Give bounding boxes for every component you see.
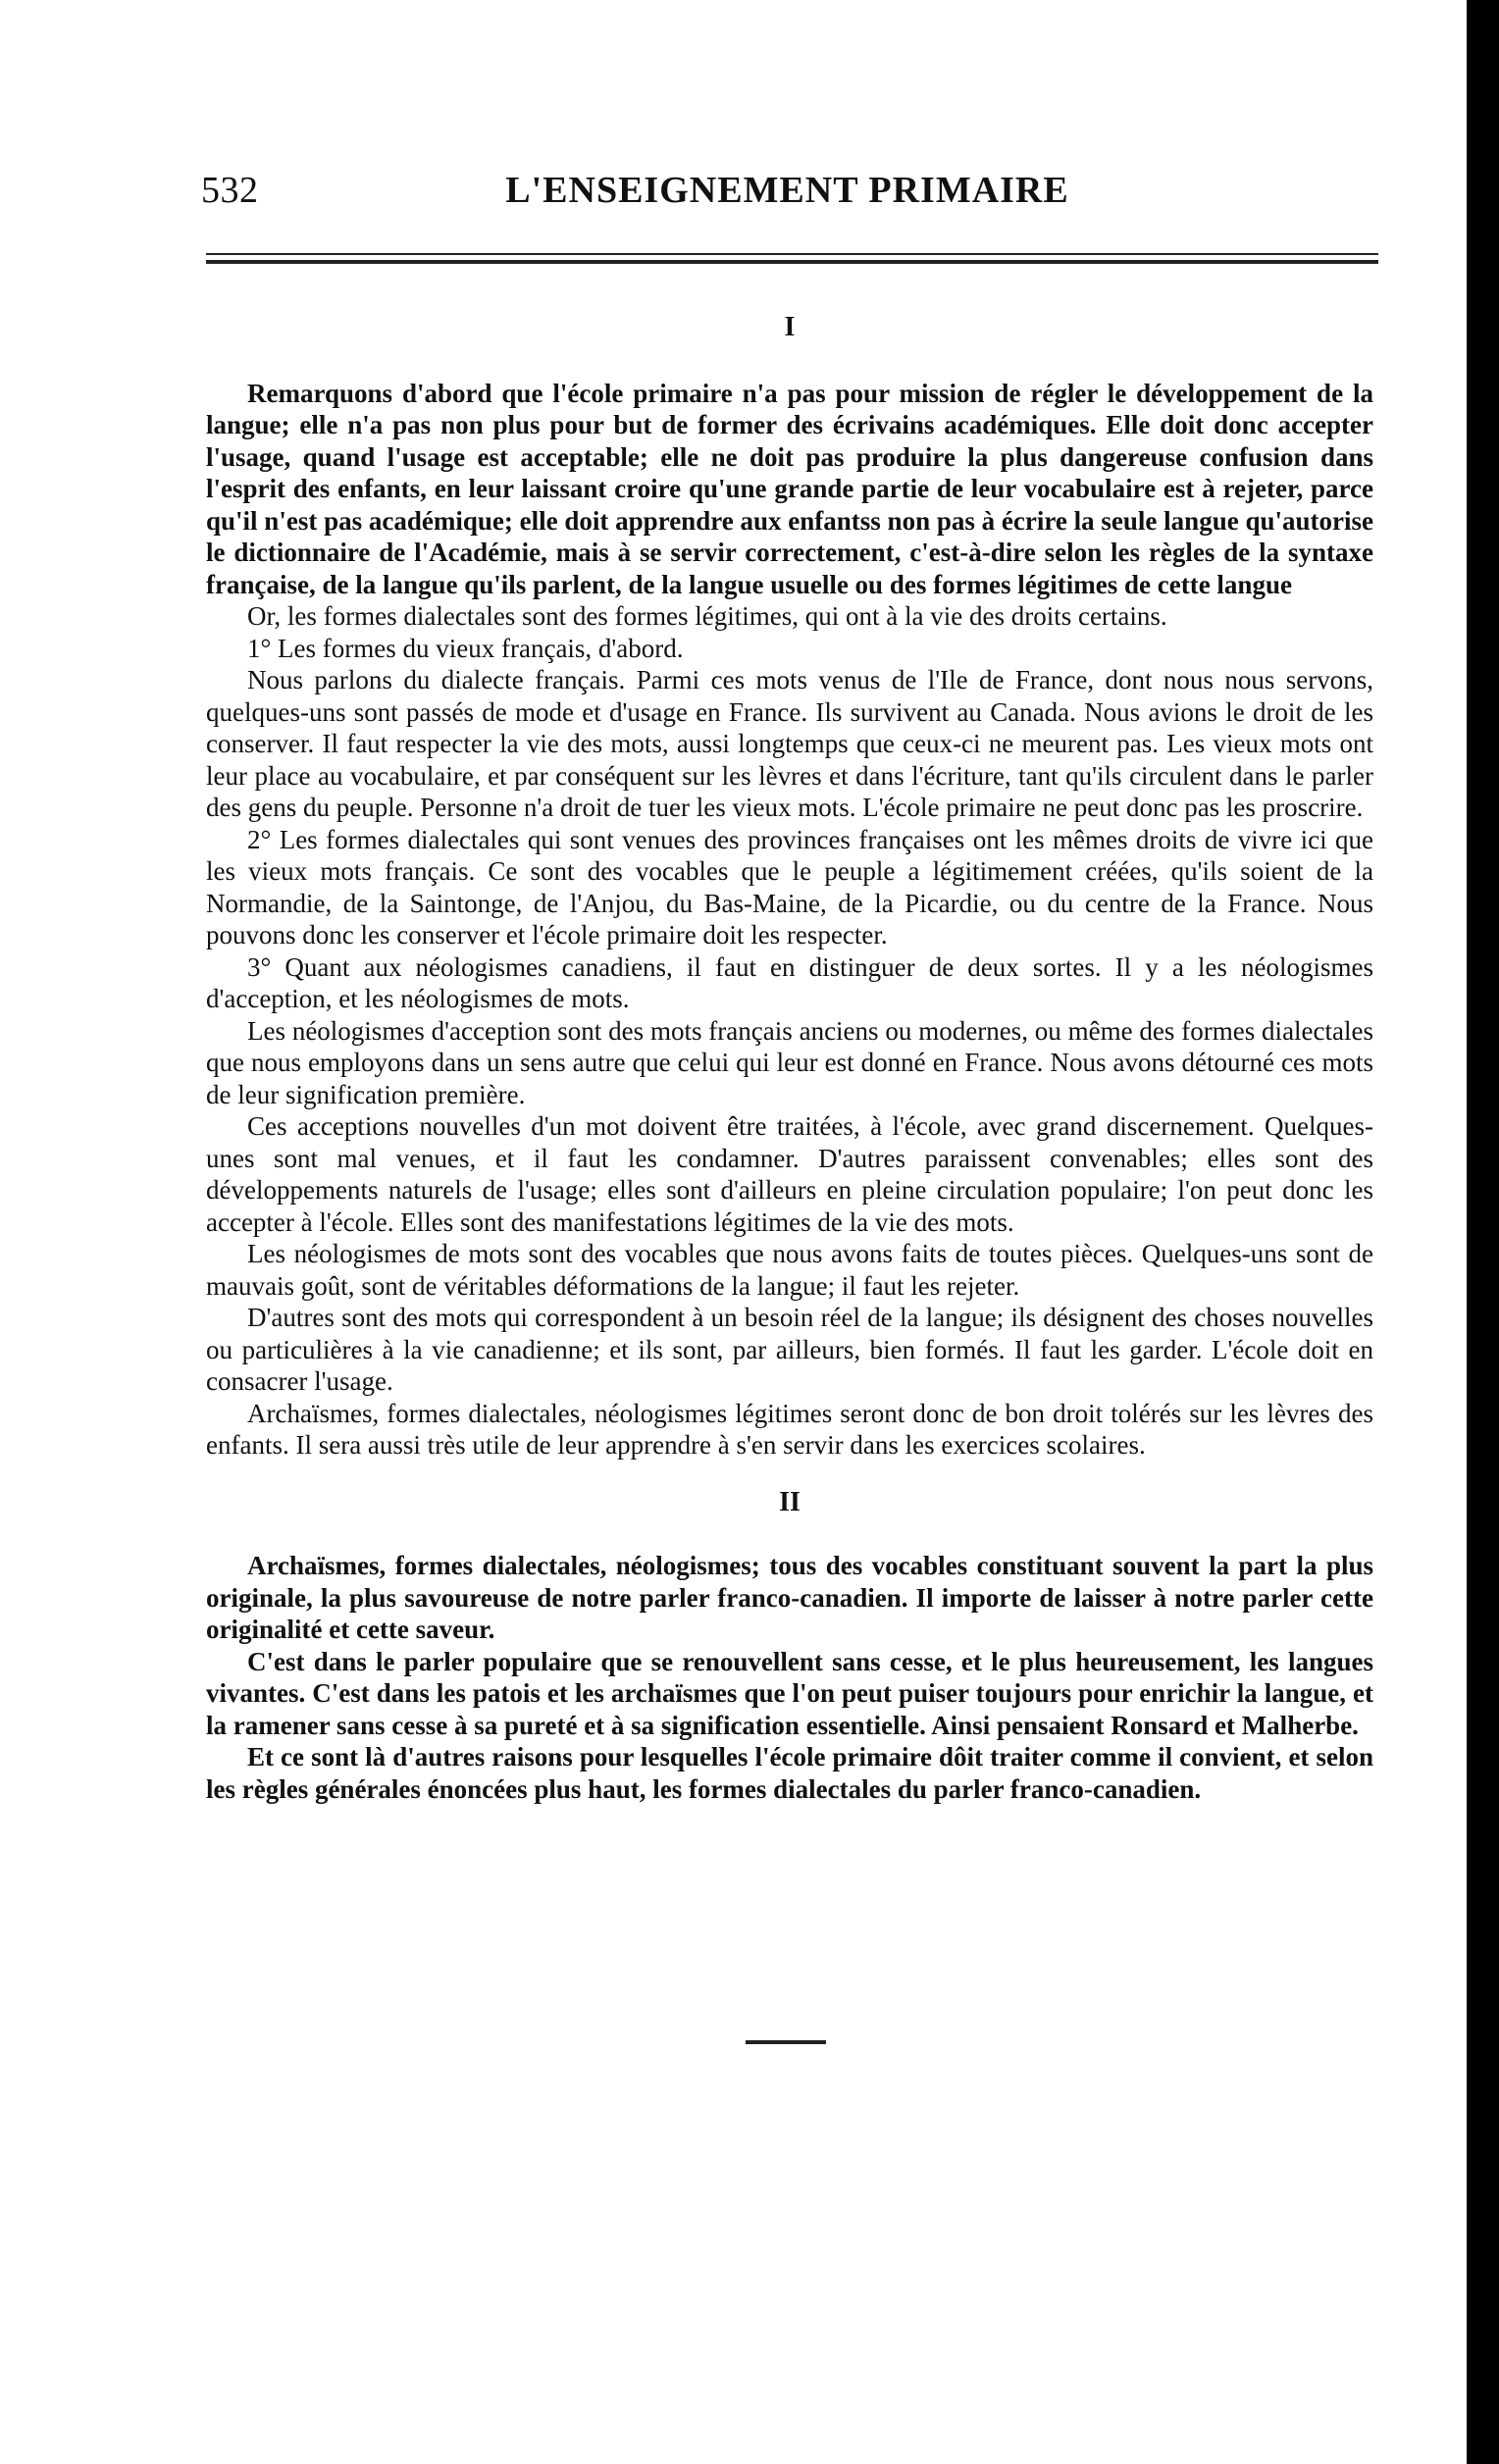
body-text xyxy=(206,312,1373,1805)
paragraph: Remarquons d'abord que l'école primaire n'a pas pour mission de régler le développement de la langue; elle n'a pas non plus pour but de former des écrivains académiques. Elle doit donc accepter l'usage, quand l'usage est acceptable; elle ne doit pas produire la plus dangereuse confusion dans l'esprit des enfants, en leur laissant croire qu'une grande partie de leur vocabulaire est à rejeter, parce qu'il n'est pas académique; elle doit apprendre aux enfantss non pas à écrire la seule langue qu'autorise le dictionnaire de l'Académie, mais à se servir correctement, c'est-à-dire selon les règles de la syntaxe française, de la langue qu'ils parlent, de la langue usuelle ou des formes légitimes de cette langue xyxy=(206,378,1373,599)
paragraph: Or, les formes dialectales sont des formes légitimes, qui ont à la vie des droits certains. xyxy=(247,601,1167,631)
paragraph: Archaïsmes, formes dialectales, néologismes; tous des vocables constituant souvent la part la plus originale, la plus savoureuse de notre parler franco-canadien. Il importe de laisser à notre parler cette originalité et cette saveur. xyxy=(206,1551,1373,1644)
paragraph: Archaïsmes, formes dialectales, néologismes légitimes seront donc de bon droit tolérés sur les lèvres des enfants. Il sera aussi très utile de leur apprendre à s'en servir dans les exercices scolaires. xyxy=(206,1398,1373,1460)
paragraph: 2° Les formes dialectales qui sont venues des provinces françaises ont les mêmes droits de vivre ici que les vieux mots français. Ce sont des vocables que le peuple a légitimement créées, qu'ils soient de la Normandie, de la Saintonge, de l'Anjou, du Bas-Maine, de la Picardie, ou du centre de la France. Nous pouvons donc les conserver et l'école primaire doit les respecter. xyxy=(206,824,1373,950)
paragraph: Les néologismes de mots sont des vocables que nous avons faits de toutes pièces. Quelques-uns sont de mauvais goût, sont de véritables déformations de la langue; il faut les rejeter. xyxy=(206,1239,1373,1301)
paragraph: Et ce sont là d'autres raisons pour lesquelles l'école primaire dôit traiter comme il convient, et selon les règles générales énoncées plus haut, les formes dialectales du parler franco-canadien. xyxy=(206,1742,1373,1804)
paragraph: C'est dans le parler populaire que se renouvellent sans cesse, et le plus heureusement, les langues vivantes. C'est dans les patois et les archaïsmes que l'on peut puiser toujours pour enrichir la langue, et la ramener sans cesse à sa pureté et à sa signification essentielle. Ainsi pensaient Ronsard et Malherbe. xyxy=(206,1646,1373,1740)
running-title: L'ENSEIGNEMENT PRIMAIRE xyxy=(505,170,1069,211)
paragraph: D'autres sont des mots qui correspondent à un besoin réel de la langue; ils désignent des choses nouvelles ou particulières à la vie canadienne; et ils sont, par ailleurs, bien formés. Il faut les garder. L'école doit en consacrer l'usage. xyxy=(206,1303,1373,1396)
paragraph: Ces acceptions nouvelles d'un mot doivent être traitées, à l'école, avec grand discernement. Quelques-unes sont mal venues, et il faut les condamner. D'autres paraissent convenables; elles sont des développements naturels de l'usage; elles sont d'ailleurs en pleine circulation populaire; l'on peut donc les accepter à l'école. Elles sont des manifestations légitimes de la vie des mots. xyxy=(206,1111,1373,1237)
section-heading-1: I xyxy=(784,312,796,342)
paragraph: 3° Quant aux néologismes canadiens, il faut en distinguer de deux sortes. Il y a les néologismes d'acception, et les néologismes de mots. xyxy=(206,951,1373,1013)
header-rule xyxy=(206,253,1378,264)
paragraph: Les néologismes d'acception sont des mots français anciens ou modernes, ou même des formes dialectales que nous employons dans un sens autre que celui qui leur est donné en France. Nous avons détourné ces mots de leur signification première. xyxy=(206,1015,1373,1109)
page-header xyxy=(201,169,1373,218)
section-heading-2: II xyxy=(779,1486,801,1517)
paragraph: Nous parlons du dialecte français. Parmi ces mots venus de l'Ile de France, dont nous nous servons, quelques-uns sont passés de mode et d'usage en France. Ils survivent au Canada. Nous avions le droit de les conserver. Il faut respecter la vie des mots, aussi longtemps que ceux-ci ne meurent pas. Les vieux mots ont leur place au vocabulaire, et par conséquent sur les lèvres et dans l'écriture, tant qu'ils circulent dans le parler des gens du peuple. Personne n'a droit de tuer les vieux mots. L'école primaire ne peut donc pas les proscrire. xyxy=(206,665,1373,822)
page-number: 532 xyxy=(201,170,259,211)
end-rule xyxy=(746,2040,826,2044)
paragraph: 1° Les formes du vieux français, d'abord. xyxy=(247,633,684,663)
scan-border xyxy=(1467,0,1499,2464)
